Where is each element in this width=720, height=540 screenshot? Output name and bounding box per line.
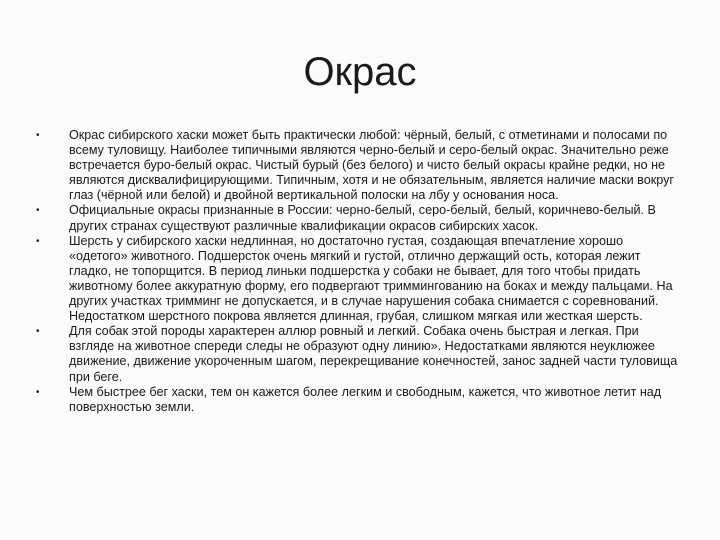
bullet-item — [36, 324, 684, 384]
bullet-item — [36, 128, 684, 203]
bullet-item — [36, 234, 684, 325]
bullet-item — [36, 385, 684, 415]
slide-title: Окрас — [303, 50, 417, 94]
bullet-list — [36, 128, 684, 415]
bullet-text: Окрас сибирского хаски может быть практически любой: чёрный, белый, с отметинами и полосами по всему туловищу. Наиболее типичными являются черно-белый и серо-белый окрас. Значительно реже встречается буро-белый окрас. Чистый бурый (без белого) и чисто белый окрасы крайне редки, но не являются дисквалифицирующими. Типичным, хотя и не обязательным, является наличие маски вокруг глаз (чёрной или белой) и двойной вертикальной полоски на лбу у основания носа. — [69, 128, 674, 203]
bullet-marker: • — [36, 235, 40, 247]
bullet-marker: • — [36, 386, 40, 398]
bullet-text: Чем быстрее бег хаски, тем он кажется более легким и свободным, кажется, что животное летит над поверхностью земли. — [69, 384, 662, 414]
bullet-marker: • — [36, 205, 40, 217]
bullet-item — [36, 203, 684, 233]
bullet-marker: • — [36, 130, 40, 141]
bullet-text: Шерсть у сибирского хаски недлинная, но достаточно густая, создающая впечатление хорошо «одетого» животного. Подшерсток очень мягкий и густой, отлично держащий ость, которая лежит гладко, не топорщится. В период линьки подшерстка у собаки не бывает, для того чтобы придать животному более аккуратную форму, его подвергают триммингованию на боках и между пальцами. На других участках тримминг не допускается, и в случае нарушения собака снимается с соревнований. Недостатком шерстного покрова является длинная, грубая, слишком мягкая или жесткая шерсть. — [69, 233, 673, 324]
bullet-text: Официальные окрасы признанные в России: черно-белый, серо-белый, белый, коричнево-белый. В других странах существуют различные квалификации окрасов сибирских хасок. — [69, 203, 656, 233]
bullet-marker: • — [36, 326, 40, 338]
bullet-text: Для собак этой породы характерен аллюр ровный и легкий. Собака очень быстрая и легкая. При взгляде на животное спереди следы не образуют одну линию». Недостатками являются неуклюжее движение, движение укороченным шагом, перекрещивание конечностей, занос задней части туловища при беге. — [69, 324, 678, 384]
